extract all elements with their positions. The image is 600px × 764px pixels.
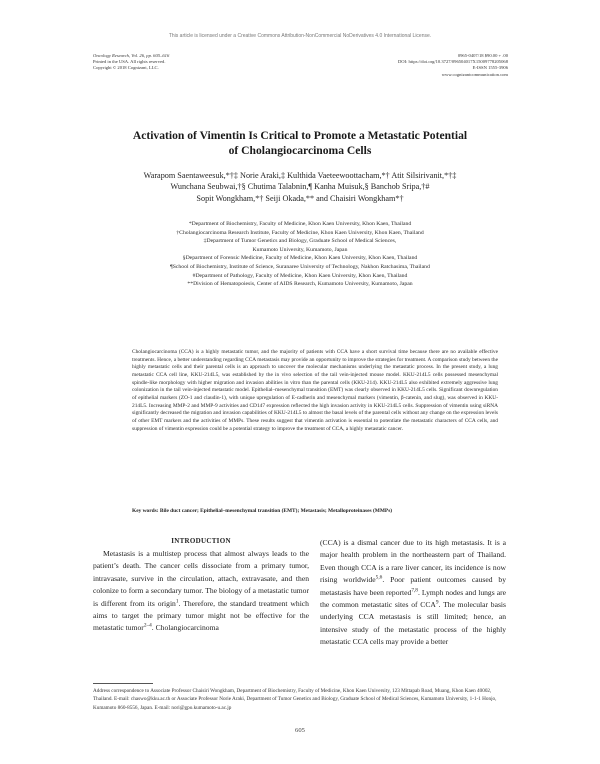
body-text: (CCA) is a dismal cancer due to its high metastasis. It is a major health problem in the northeastern part of Thailand. Even though CCA is a rare liver cancer, its incidence is now rising worldwide — [320, 538, 506, 585]
citation-ref: 7,8 — [411, 587, 418, 594]
affiliation-line: ‡Department of Tumor Genetics and Biology, Graduate School of Medical Sciences, — [203, 238, 397, 245]
affiliation-line: ¶School of Biochemistry, Institute of Science, Suranaree University of Technology, Nakhon Ratchasima, Thailand — [170, 263, 430, 270]
affiliation-line: *Department of Biochemistry, Faculty of Medicine, Khon Kaen University, Khon Kaen, Thailand — [188, 221, 412, 227]
footnote-divider — [93, 683, 153, 684]
license-notice: This article is licensed under a Creative Commons Attribution-NonCommercial NoDerivatives 4.0 International License. — [168, 33, 432, 39]
body-text: . Therefore, the standard treatment which aims to target the primary tumor might not be effective for the metastatic tumor — [93, 598, 309, 633]
correspondence-footnote: Address correspondence to Associate Professor Chaisiri Wongkham, Department of Biochemistry, Faculty of Medicine, Khon Kaen University, 123 Mittapab Road, Muang, Khon Kaen 40002, Thailand. E-mail: chaswo@kku.ac.th or Associate Professor Norie Araki, Department of Tumor Genetics and Biology, Graduate School of Medical Sciences, Kumamoto University, 1-1-1 Honjo, Kumamoto 860-8556, Japan. E-mail: nori@gpo.kumamoto-u.ac.jp — [93, 688, 497, 711]
author-line: Wunchana Seubwai,†§ Chutima Talabnin,¶ Kanha Muisuk,§ Banchob Sripa,†# — [170, 182, 430, 192]
affiliation-line: §Department of Forensic Medicine, Faculty of Medicine, Khon Kaen University, Khon Kaen, Thailand — [182, 255, 418, 262]
affiliation-line: †Cholangiocarcinoma Research Institute, Faculty of Medicine, Khon Kaen University, Khon Kaen, Thailand — [176, 229, 424, 236]
doi-line: 0965-0407/18 $90.00 + .00 — [457, 53, 508, 58]
body-text: . The molecular basis underlying CCA metastasis is still limited; hence, an intensive study of the metastatic process of the highly metastatic CCA cells may provide a better — [320, 600, 506, 647]
body-text: . Cholangiocarcinoma — [151, 623, 219, 633]
doi-line: DOI: https://doi.org/10.3727/096504017X15009778205068 — [397, 59, 508, 65]
journal-citation-line: Printed in the USA. All rights reserved. — [93, 59, 166, 65]
doi-block — [340, 53, 508, 78]
citation-ref: 5,6 — [375, 574, 383, 581]
citation-ref: 2–4 — [143, 622, 152, 629]
journal-citation-line: Copyright © 2018 Cognizant, LLC. — [93, 65, 159, 71]
citation-ref: 1 — [175, 598, 179, 605]
body-text: . Poor patient outcomes caused by metastasis have been reported — [320, 575, 506, 597]
abstract: Cholangiocarcinoma (CCA) is a highly metastatic tumor, and the majority of patients with CCA have a short survival time because there are no available effective treatments. Hence, a better understanding regarding CCA metastasis may provide an opportunity to improve the strategies for treatment. A comparison study between the highly metastatic cells and their parental cells is an approach to uncover the molecular mechanisms underlying the metastatic process. In the present study, a lung metastatic CCA cell line, KKU-214L5, was established by the in vivo selection of the tail vein-injected mouse model. KKU-214L5 cells possessed mesenchymal spindle-like morphology with higher migration and invasion abilities in vitro than the parental cells (KKU-214). KKU-214L5 also exhibited extremely aggressive lung colonization in the tail vein-injected metastatic model. Epithelial–mesenchymal transition (EMT) was clearly observed in KKU-214L5 cells. Significant downregulation of epithelial markers (ZO-1 and claudin-1), with unique upregulation of E-cadherin and mesenchymal markers (vimentin, β-catenin, and slug), was observed in KKU-214L5. Increasing MMP-2 and MMP-9 activities and CD147 expression reflected the high invasion activity in KKU-214L5 cells. Suppression of vimentin using siRNA significantly decreased the migration and invasion capabilities of KKU-214L5 to almost the basal levels of the parental cells without any change on the expression levels of other EMT markers and the activities of MMPs. These results suggest that vimentin activation is essential to potentiate the metastatic characters of CCA cells, and suppression of vimentin expression could be a potential strategy to improve the treatment of CCA, a highly metastatic cancer. — [132, 349, 498, 432]
affiliation-line: #Department of Pathology, Faculty of Medicine, Khon Kaen University, Khon Kaen, Thailand — [192, 272, 408, 279]
affiliation-line: **Division of Hematopoiesis, Center of AIDS Research, Kumamoto University, Kumamoto, Japan — [187, 281, 413, 288]
intro-paragraph-continued — [320, 537, 506, 649]
body-column-left — [93, 548, 309, 635]
author-line: Warapom Saentaweesuk,*†‡ Norie Araki,‡ Kulthida Vaeteewoottacham,*† Atit Silsirivanit,*†‡ — [143, 171, 457, 180]
citation-ref: 9 — [435, 599, 439, 606]
body-text: Metastasis is a multistep process that almost always leads to the patient’s death. The cancer cells dissociate from a primary tumor, intravasate, survive in the circulation, attach, extravasate, and then colonize to form a secondary tumor. The biology of a metastatic tumor is different from its origin — [93, 549, 309, 608]
doi-line: E-ISSN 1555-3906 — [472, 65, 508, 71]
journal-citation — [93, 53, 293, 72]
journal-citation-line: Oncology Research, Vol. 26, pp. 605–616 — [93, 53, 170, 58]
article-title — [60, 128, 540, 158]
page-number: 605 — [295, 727, 305, 734]
keywords: Key words: Bile duct cancer; Epithelial–mesenchymal transition (EMT); Metastasis; Metalloproteinases (MMPs) — [132, 508, 393, 514]
body-column-right — [320, 537, 506, 649]
doi-line: www.cognizantcommunication.com — [441, 71, 508, 77]
author-line: Sopit Wongkham,*† Seiji Okada,** and Chaisiri Wongkham*† — [196, 193, 404, 203]
author-list — [80, 170, 520, 204]
body-text: . Lymph nodes and lungs are the common metastatic sites of CCA — [320, 587, 506, 610]
article-title-line: Activation of Vimentin Is Critical to Promote a Metastatic Potential — [132, 129, 468, 142]
section-heading-introduction: INTRODUCTION — [171, 537, 231, 545]
affiliation-line: Kumamoto University, Kumamoto, Japan — [252, 246, 348, 253]
intro-paragraph — [93, 548, 309, 635]
article-title-line: of Cholangiocarcinoma Cells — [228, 144, 372, 157]
affiliation-list — [70, 220, 530, 289]
